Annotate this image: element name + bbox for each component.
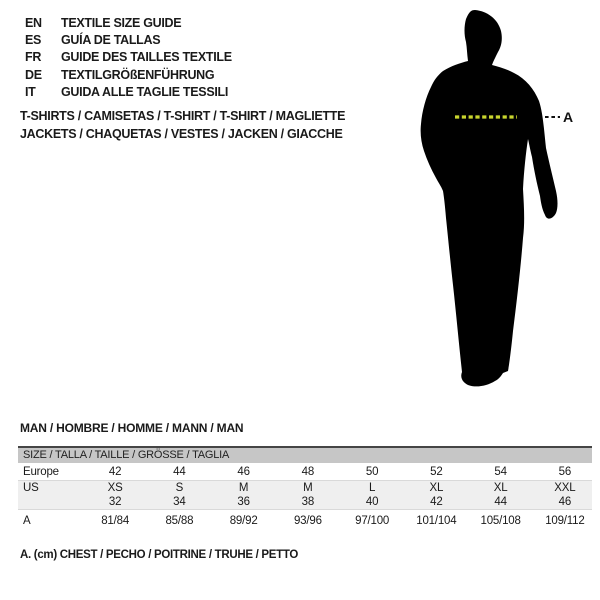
table-cell: 109/112: [545, 514, 585, 527]
table-cell: M: [303, 482, 313, 494]
table-cell: 44: [494, 496, 507, 508]
language-label: GUIDE DES TAILLES TEXTILE: [61, 50, 232, 65]
category-line-jackets: JACKETS / CHAQUETAS / VESTES / JACKEN / GIACCHE: [20, 127, 343, 141]
table-cell: 93/96: [293, 514, 322, 527]
size-table: [18, 446, 592, 531]
table-cell: 105/108: [480, 514, 521, 527]
table-cell: 36: [237, 496, 250, 508]
table-cell: 52: [430, 465, 443, 478]
language-code: FR: [25, 50, 42, 65]
table-cell: 46: [237, 465, 250, 478]
table-cell: L: [369, 482, 376, 494]
language-label: GUÍA DE TALLAS: [61, 33, 161, 48]
row-label: US: [23, 482, 39, 494]
table-cell: 50: [365, 465, 379, 478]
language-code: IT: [25, 85, 36, 100]
table-cell: 81/84: [101, 514, 130, 527]
table-cell: 101/104: [416, 514, 457, 527]
table-cell: 46: [558, 496, 572, 508]
table-cell: M: [238, 482, 249, 494]
footnote-chest-measure: A. (cm) CHEST / PECHO / POITRINE / TRUHE / PETTO: [20, 549, 299, 561]
language-label: GUIDA ALLE TAGLIE TESSILI: [61, 85, 229, 100]
language-code: EN: [25, 15, 42, 30]
table-cell: 56: [558, 465, 572, 478]
measure-label-a: A: [563, 109, 574, 125]
table-cell: 38: [301, 496, 315, 508]
table-cell: 32: [108, 496, 122, 508]
table-cell: 97/100: [355, 514, 390, 527]
table-row-numeric: [18, 495, 592, 510]
table-cell: XXL: [554, 482, 576, 494]
language-label: TEXTILGRÖßENFÜHRUNG: [61, 67, 215, 82]
table-cell: 42: [108, 465, 122, 478]
table-cell: 89/92: [229, 514, 258, 527]
section-title-man: MAN / HOMBRE / HOMME / MANN / MAN: [20, 421, 244, 435]
table-cell: S: [175, 482, 184, 494]
table-cell: 44: [173, 465, 186, 478]
table-cell: 42: [430, 496, 443, 508]
table-row-us: [18, 481, 592, 495]
table-cell: XS: [107, 482, 123, 494]
man-silhouette: [421, 10, 558, 386]
language-label: TEXTILE SIZE GUIDE: [61, 15, 182, 30]
size-table-header: SIZE / TALLA / TAILLE / GRÖSSE / TAGLIA: [18, 448, 592, 463]
language-code: ES: [25, 33, 42, 48]
table-cell: XL: [493, 482, 508, 494]
category-line-tshirts: T-SHIRTS / CAMISETAS / T-SHIRT / T-SHIRT / MAGLIETTE: [20, 109, 346, 123]
table-row-chest-a: [18, 510, 592, 531]
table-cell: 48: [301, 465, 315, 478]
table-cell: 54: [494, 465, 507, 478]
row-label: A: [23, 514, 31, 527]
row-label: Europe: [23, 465, 59, 478]
table-cell: 85/88: [165, 514, 194, 527]
language-code: DE: [25, 67, 42, 82]
table-cell: XL: [429, 482, 444, 494]
table-row-europe: [18, 463, 592, 481]
table-cell: 34: [173, 496, 186, 508]
table-cell: 40: [365, 496, 379, 508]
